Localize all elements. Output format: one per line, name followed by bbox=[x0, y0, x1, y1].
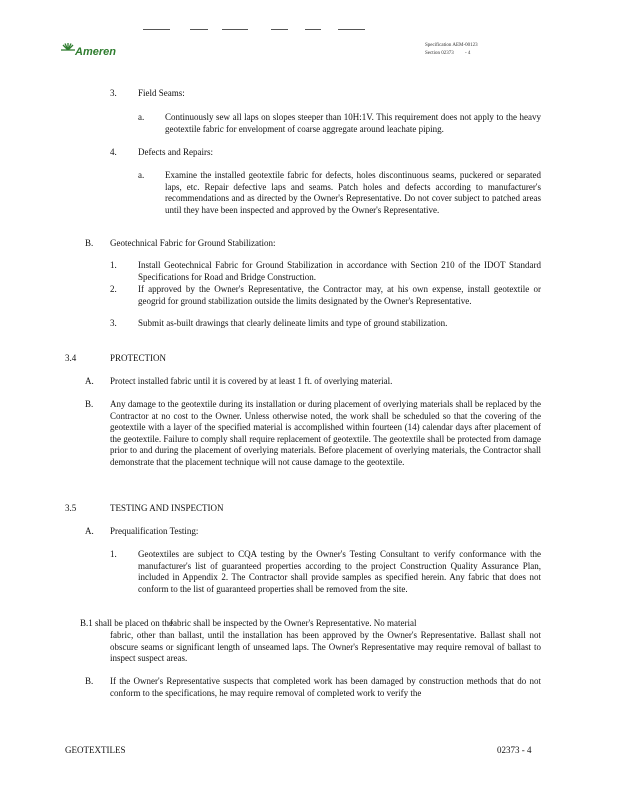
overlap-text: fabric shall be inspected by the Owner's Representative. No material bbox=[170, 618, 417, 628]
subitem-text: Examine the installed geotextile fabric for defects, holes discontinuous seams, puckered or separated laps, etc. Repair defective laps and seams. Patch holes and defects according to manufacturer's recommendations and as directed by the Owner's Representative. Do not cover subject to patched areas until they have been inspected and approved by the Owner's Representative. bbox=[165, 170, 541, 215]
header-rule bbox=[190, 29, 208, 30]
item-number: 2. bbox=[110, 284, 117, 294]
overlap-text: B.1 shall be placed on the bbox=[80, 618, 173, 628]
spec-line: Section 02373 - 4 bbox=[425, 51, 471, 56]
paragraph-label: A. bbox=[85, 526, 94, 536]
header-rule bbox=[222, 29, 248, 30]
paragraph-title: Prequalification Testing: bbox=[110, 526, 199, 536]
header-rule bbox=[143, 29, 170, 30]
header-rule bbox=[305, 29, 321, 30]
section-title: Geotechnical Fabric for Ground Stabilization: bbox=[110, 238, 276, 248]
item-title: Defects and Repairs: bbox=[138, 147, 213, 157]
item-number: 3. bbox=[110, 318, 117, 328]
paragraph-text: Any damage to the geotextile during its installation or during placement of overlying materials shall be replaced by the Contractor at no cost to the Owner. Unless otherwise noted, the work shall be scheduled so that the covering of the geotextile with a layer of the specified material is accomplished within fourteen (14) calendar days after placement of the geotextile. Failure to comply shall require replacement of geotextile. The geotextile shall be protected from damage prior to and during the placement of overlying materials. Before placement of overlying materials, the Contractor shall demonstrate that the placement technique will not cause damage to the geotextile. bbox=[110, 399, 541, 467]
logo-text: Ameren bbox=[75, 46, 116, 58]
paragraph-text: Protect installed fabric until it is covered by at least 1 ft. of overlying material. bbox=[110, 376, 393, 386]
section-number: 3.5 bbox=[65, 503, 77, 513]
paragraph-label: A. bbox=[85, 376, 94, 386]
item-number: 3. bbox=[110, 88, 117, 98]
paragraph-label: B. bbox=[85, 676, 94, 686]
item-text: Install Geotechnical Fabric for Ground Stabilization in accordance with Section 210 of the IDOT Standard Specifications for Road and Bridge Construction. bbox=[138, 260, 541, 282]
item-text: Submit as-built drawings that clearly delineate limits and type of ground stabilization. bbox=[138, 318, 448, 328]
footer-left: GEOTEXTILES bbox=[65, 745, 126, 755]
sunburst-icon bbox=[60, 42, 76, 58]
section-heading: TESTING AND INSPECTION bbox=[110, 503, 224, 513]
footer-right: 02373 - 4 bbox=[497, 745, 532, 755]
item-text: Geotextiles are subject to CQA testing by the Owner's Testing Consultant to verify conformance with the manufacturer's list of guaranteed properties according to the project Construction Quality Assurance Plan, included in Appendix 2. The Contractor shall provide samples as specified herein. Any fabric that does not conform to the list of guaranteed properties shall be removed from the site. bbox=[138, 549, 541, 594]
item-title: Field Seams: bbox=[138, 88, 185, 98]
item-number: 1. bbox=[110, 549, 117, 559]
spec-reference bbox=[425, 42, 478, 58]
header-rule bbox=[338, 29, 365, 30]
subitem-label: a. bbox=[138, 112, 145, 122]
section-number: 3.4 bbox=[65, 353, 77, 363]
paragraph-text: If the Owner's Representative suspects that completed work has been damaged by construction methods that do not conform to the specifications, he may require removal of completed work to verify the bbox=[110, 676, 541, 698]
subitem-label: a. bbox=[138, 170, 145, 180]
section-label: B. bbox=[85, 238, 94, 248]
spec-line: Specification AEM-00123 bbox=[425, 43, 478, 48]
header-rule bbox=[271, 29, 288, 30]
item-text: If approved by the Owner's Representative, the Contractor may, at his own expense, install geotextile or geogrid for ground stabilization outside the limits designated by the Owner's Representative. bbox=[138, 284, 541, 306]
ameren-logo bbox=[60, 40, 140, 62]
item-number: 4. bbox=[110, 147, 117, 157]
subitem-text: Continuously sew all laps on slopes steeper than 10H:1V. This requirement does not apply to the heavy geotextile fabric for envelopment of coarse aggregate around leachate piping. bbox=[165, 112, 541, 134]
paragraph-text: fabric, other than ballast, until the installation has been approved by the Owner's Representative. Ballast shall not obscure seams or significant length of unseamed laps. The Owner's Representative may require removal of ballast to inspect suspect areas. bbox=[110, 630, 541, 663]
paragraph-label: B. bbox=[85, 399, 94, 409]
item-number: 1. bbox=[110, 260, 117, 270]
section-heading: PROTECTION bbox=[110, 353, 166, 363]
